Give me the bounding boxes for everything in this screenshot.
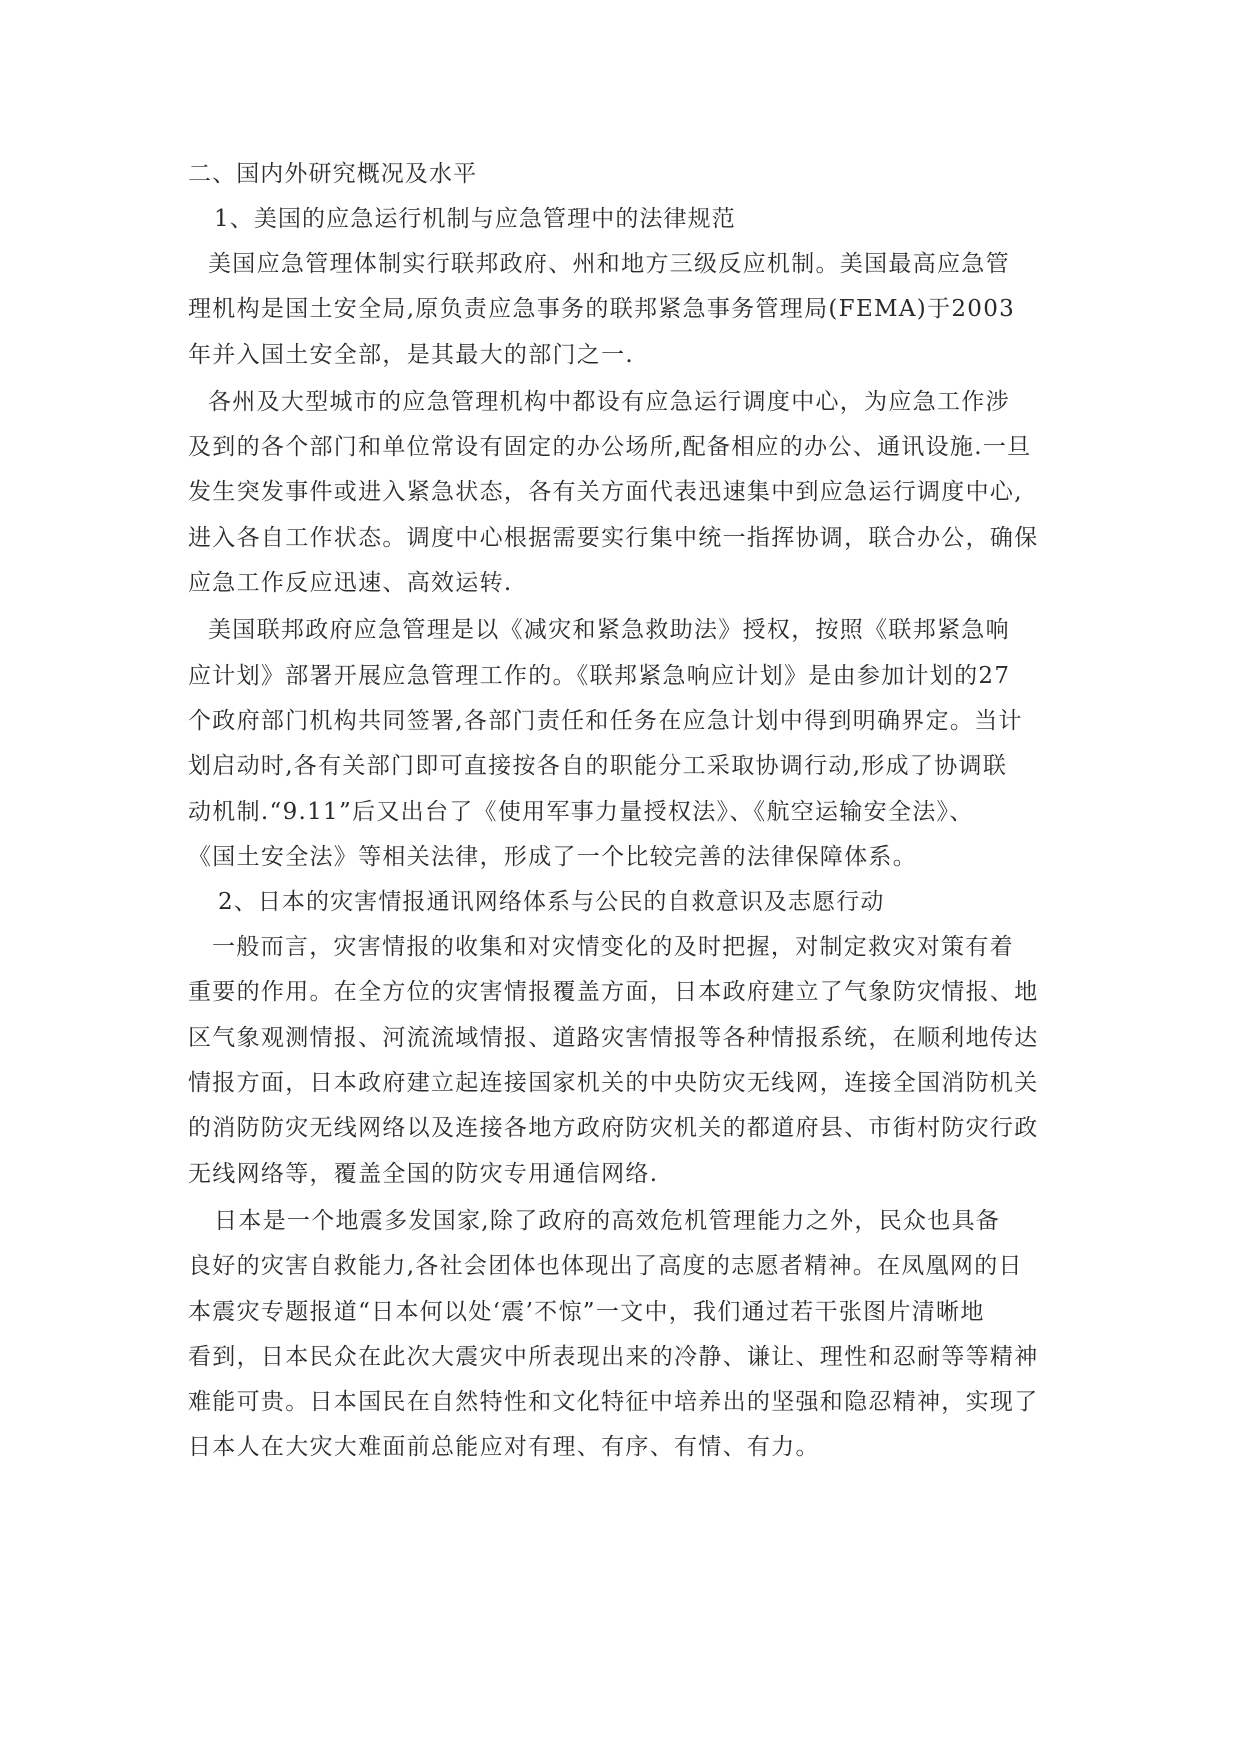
paragraph-line: 年并入国土安全部，是其最大的部门之一. [188, 341, 635, 368]
paragraph-line: 重要的作用。在全方位的灾害情报覆盖方面，日本政府建立了气象防灾情报、地 [188, 979, 1039, 1006]
paragraph-line: 美国联邦政府应急管理是以《减灾和紧急救助法》授权，按照《联邦紧急响 [208, 617, 1010, 644]
paragraph-line: 划启动时,各有关部门即可直接按各自的职能分工采取协调行动,形成了协调联 [188, 753, 1008, 780]
paragraph-us-operations-center [188, 380, 1058, 606]
document-body [188, 152, 1058, 1471]
paragraph-line: 理机构是国土安全局,原负责应急事务的联邦紧急事务管理局(FEMA)于2003 [188, 296, 1016, 323]
section-title: 二、国内外研究概况及水平 [188, 161, 478, 187]
paragraph-line: 美国应急管理体制实行联邦政府、州和地方三级反应机制。美国最高应急管 [208, 251, 1010, 277]
paragraph-line: 区气象观测情报、河流流域情报、道路灾害情报等各种情报系统，在顺利地传达 [188, 1024, 1039, 1051]
paragraph-line: 一般而言，灾害情报的收集和对灾情变化的及时把握，对制定救灾对策有着 [212, 934, 1014, 961]
paragraph-line: 及到的各个部门和单位常设有固定的办公场所,配备相应的办公、通讯设施.一旦 [188, 434, 1032, 461]
paragraph-line: 个政府部门机构共同签署,各部门责任和任务在应急计划中得到明确界定。当计 [188, 707, 1023, 734]
paragraph-line: 各州及大型城市的应急管理机构中都设有应急运行调度中心，为应急工作涉 [208, 388, 1010, 415]
paragraph-us-legal-framework [188, 608, 1058, 880]
paragraph-us-system [188, 242, 1058, 378]
paragraph-line: 本震灾专题报道“日本何以处‘震’不惊”一文中，我们通过若干张图片清晰地 [188, 1298, 985, 1325]
paragraph-line: 进入各自工作状态。调度中心根据需要实行集中统一指挥协调，联合办公，确保 [188, 524, 1039, 551]
paragraph-line: 的消防防灾无线网络以及连接各地方政府防灾机关的都道府县、市街村防灾行政 [188, 1115, 1039, 1142]
paragraph-japan-self-rescue [188, 1199, 1058, 1471]
paragraph-line: 应计划》部署开展应急管理工作的。《联邦紧急响应计划》是由参加计划的27 [188, 662, 1011, 689]
paragraph-line: 《国土安全法》等相关法律，形成了一个比较完善的法律保障体系。 [188, 843, 917, 870]
paragraph-line: 日本是一个地震多发国家,除了政府的高效危机管理能力之外，民众也具备 [214, 1207, 1001, 1234]
paragraph-line: 日本人在大灾大难面前总能应对有理、有序、有情、有力。 [188, 1434, 820, 1461]
paragraph-line: 良好的灾害自救能力,各社会团体也体现出了高度的志愿者精神。在凤凰网的日 [188, 1253, 1023, 1280]
paragraph-line: 无线网络等，覆盖全国的防灾专用通信网络. [188, 1160, 659, 1187]
paragraph-line: 难能可贵。日本国民在自然特性和文化特征中培养出的坚强和隐忍精神，实现了 [188, 1389, 1039, 1416]
paragraph-japan-information-network [188, 925, 1058, 1197]
paragraph-line: 看到，日本民众在此次大震灾中所表现出来的冷静、谦让、理性和忍耐等等精神 [188, 1343, 1039, 1370]
paragraph-line: 发生突发事件或进入紧急状态，各有关方面代表迅速集中到应急运行调度中心, [188, 479, 1023, 506]
subsection-title-1: 1、美国的应急运行机制与应急管理中的法律规范 [214, 206, 736, 232]
paragraph-line: 应急工作反应迅速、高效运转. [188, 570, 513, 597]
paragraph-line: 情报方面，日本政府建立起连接国家机关的中央防灾无线网，连接全国消防机关 [188, 1070, 1039, 1097]
paragraph-line: 动机制.“9.11”后又出台了《使用军事力量授权法》、《航空运输安全法》、 [188, 798, 974, 825]
subsection-title-2: 2、日本的灾害情报通讯网络体系与公民的自救意识及志愿行动 [218, 889, 885, 916]
